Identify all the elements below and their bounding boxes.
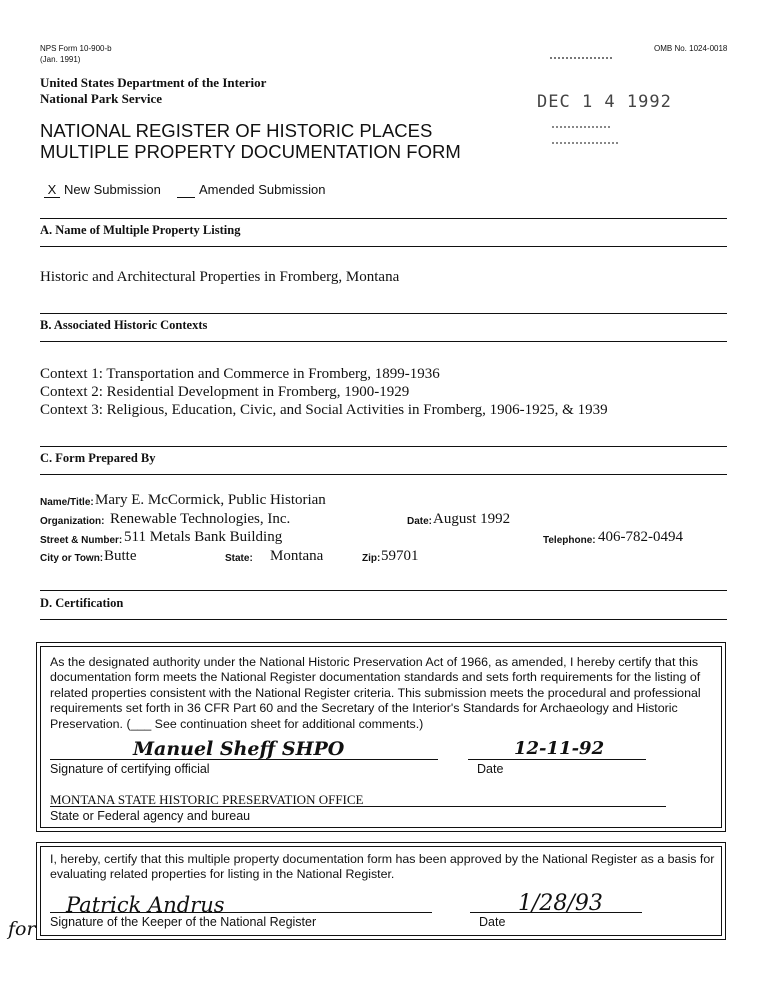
date-prepared-value: August 1992 [433, 511, 511, 527]
signature-line [50, 759, 438, 760]
form-title-line1: NATIONAL REGISTER OF HISTORIC PLACES [40, 120, 433, 141]
section-d-heading: D. Certification [40, 596, 124, 610]
section-a-rule-top [40, 218, 727, 219]
stamp-smudge-bottom [552, 142, 618, 151]
street-value: 511 Metals Bank Building [124, 529, 283, 545]
certification-statement: As the designated authority under the National Historic Preservation Act of 1966, as amended, I hereby certify that this documentation form meets the National Register documentation standards and sets forth requirements for the listing of related properties consistent with the National Register criteria. This submission meets the procedural and professional requirements set forth in 36 CFR Part 60 and the Secretary of the Interior's Standards for Archaeology and Historic Preservation. (___ See continuation sheet for additional comments.) [50, 655, 701, 731]
section-a-heading: A. Name of Multiple Property Listing [40, 223, 241, 237]
telephone-label: Telephone: [543, 535, 596, 546]
stamp-smudge-mid [552, 126, 610, 137]
name-title-value: Mary E. McCormick, Public Historian [95, 492, 326, 508]
section-b-rule-bottom [40, 341, 727, 342]
zip-label: Zip: [362, 553, 381, 564]
signature-date-line [468, 759, 646, 760]
section-b-heading: B. Associated Historic Contexts [40, 318, 208, 332]
department: United States Department of the Interior [40, 75, 267, 90]
for-mark: for [8, 918, 36, 940]
keeper-signature-line [50, 912, 432, 913]
organization-value: Renewable Technologies, Inc. [110, 511, 291, 527]
section-c-rule-bottom [40, 474, 727, 475]
signature-label: Signature of certifying official [50, 762, 210, 776]
date-prepared-label: Date: [407, 516, 433, 527]
form-number: NPS Form 10-900-b [40, 44, 112, 53]
street-label: Street & Number: [40, 535, 123, 546]
omb-number: OMB No. 1024-0018 [654, 44, 728, 53]
certifying-signature-date: 12-11-92 [514, 738, 605, 759]
form-title-line2: MULTIPLE PROPERTY DOCUMENTATION FORM [40, 141, 461, 162]
multiple-property-name: Historic and Architectural Properties in Fromberg, Montana [40, 269, 400, 285]
section-c-heading: C. Form Prepared By [40, 451, 156, 465]
agency-line [50, 806, 666, 807]
city-value: Butte [104, 548, 137, 564]
telephone-value: 406-782-0494 [598, 529, 683, 545]
keeper-signature-date: 1/28/93 [518, 891, 603, 916]
state-label: State: [225, 553, 253, 564]
keeper-signature: Patrick Andrus [66, 893, 225, 917]
city-label: City or Town: [40, 553, 104, 564]
stamp-smudge-top [550, 57, 612, 65]
section-b-rule-top [40, 313, 727, 314]
zip-value: 59701 [381, 548, 419, 564]
organization-label: Organization: [40, 516, 105, 527]
received-stamp-date: DEC 1 4 1992 [537, 92, 672, 112]
section-a-rule-bottom [40, 246, 727, 247]
state-value: Montana [270, 548, 324, 564]
context-2: Context 2: Residential Development in Fromberg, 1900-1929 [40, 384, 410, 400]
new-submission-mark[interactable]: X [44, 182, 60, 198]
new-submission-label: New Submission [64, 182, 161, 197]
agency-value: MONTANA STATE HISTORIC PRESERVATION OFFICE [50, 792, 364, 807]
context-1: Context 1: Transportation and Commerce in Fromberg, 1899-1936 [40, 366, 440, 382]
keeper-date-line [470, 912, 642, 913]
context-3: Context 3: Religious, Education, Civic, and Social Activities in Fromberg, 1906-1925, & 1939 [40, 402, 608, 418]
form-date: (Jan. 1991) [40, 55, 81, 64]
keeper-date-label: Date [479, 915, 506, 929]
agency-label: State or Federal agency and bureau [50, 809, 251, 823]
amended-submission-mark[interactable] [177, 182, 195, 198]
keeper-statement: I, hereby, certify that this multiple property documentation form has been approved by the National Register as a basis for evaluating related properties for listing in the National Register. [50, 852, 715, 882]
section-d-rule-bottom [40, 619, 727, 620]
name-title-label: Name/Title: [40, 497, 94, 508]
signature-date-label: Date [477, 762, 504, 776]
service: National Park Service [40, 91, 163, 106]
amended-submission-label: Amended Submission [199, 182, 326, 197]
section-d-rule-top [40, 590, 727, 591]
keeper-signature-label: Signature of the Keeper of the National Register [50, 915, 317, 929]
section-c-rule-top [40, 446, 727, 447]
certifying-signature: Manuel Sheff SHPO [133, 738, 345, 760]
